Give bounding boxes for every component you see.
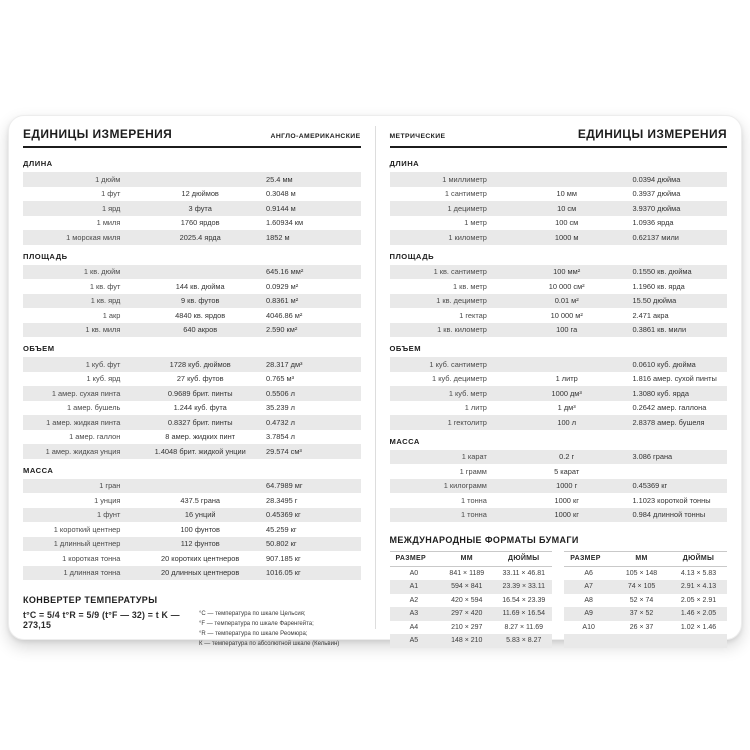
paper-table-header-row: [564, 551, 727, 567]
table-cell: 1 куб. фут: [85, 359, 121, 369]
paper-column-header: ДЮЙМЫ: [682, 555, 715, 563]
table-cell: 2.590 км²: [266, 325, 298, 335]
table-cell: 1 морская миля: [66, 232, 121, 242]
table-cell: 0.3048 м: [266, 189, 296, 199]
table-cell: 0.0929 м²: [266, 281, 299, 291]
table-cell: 1.46 × 2.05: [680, 610, 717, 618]
table-row: [390, 265, 728, 280]
table-row: [390, 580, 553, 594]
table-cell: 1.244 куб. фута: [173, 403, 227, 413]
table-cell: 0.9689 брит. пинты: [167, 388, 233, 398]
paper-column-header: ДЮЙМЫ: [508, 555, 540, 563]
table-cell: 20 коротких центнеров: [161, 553, 240, 563]
table-cell: 1 амер. жидкая пинта: [46, 417, 121, 427]
table-cell: 100 мм²: [553, 267, 581, 277]
table-cell: 1.816 амер. сухой пинты: [632, 374, 717, 384]
temperature-notes: [199, 610, 360, 650]
table-cell: 1 тонна: [461, 495, 487, 505]
table-cell: A0: [409, 569, 419, 577]
table-cell: 144 кв. дюйма: [175, 281, 225, 291]
table-cell: 52 × 74: [629, 596, 654, 604]
table-row: [23, 386, 361, 401]
table-cell: 1.0936 ярда: [632, 218, 674, 228]
table-row: [23, 230, 361, 245]
table-cell: 1000 кг: [554, 510, 579, 520]
left-page-header: [23, 127, 361, 148]
table-cell: 15.50 дюйма: [632, 296, 677, 306]
table-row: [23, 551, 361, 566]
table-cell: 27 куб. футов: [176, 374, 224, 384]
unit-table: [23, 172, 361, 245]
section-title: ПЛОЩАДЬ: [389, 251, 435, 261]
table-cell: 148 × 210: [451, 637, 483, 645]
table-cell: 1 кв. сантиметр: [433, 267, 487, 277]
table-cell: 74 × 105: [627, 583, 656, 591]
table-cell: 0.01 м²: [554, 296, 579, 306]
temperature-converter: [23, 587, 361, 650]
table-row: [23, 279, 361, 294]
paper-formats: [390, 529, 728, 648]
paper-formats-table-left: [390, 551, 553, 648]
table-row: [390, 567, 553, 581]
table-cell: 1 кв. дециметр: [436, 296, 487, 306]
table-cell: 100 га: [556, 325, 578, 335]
table-cell: 1 куб. сантиметр: [429, 359, 487, 369]
table-cell: 112 фунтов: [180, 539, 220, 549]
right-page: [376, 116, 742, 645]
table-cell: 33.11 × 46.81: [502, 569, 545, 577]
unit-table: [390, 357, 728, 430]
table-row: [390, 607, 553, 621]
table-row: [390, 479, 728, 494]
table-cell: 0.45369 кг: [266, 510, 301, 520]
table-cell: 28.317 дм³: [266, 359, 303, 369]
table-cell: 45.259 кг: [266, 524, 297, 534]
table-cell: 1.4048 брит. жидкой унции: [154, 446, 246, 456]
table-cell: 1 куб. ярд: [86, 374, 121, 384]
table-cell: 1 кв. миля: [85, 325, 121, 335]
table-cell: 4046.86 м²: [266, 310, 303, 320]
table-cell: 0.45369 кг: [632, 481, 668, 491]
table-row: [23, 216, 361, 231]
table-row: [23, 566, 361, 581]
table-cell: 1.1023 короткой тонны: [632, 495, 711, 505]
table-cell: 3.086 грана: [632, 452, 673, 462]
unit-table: [23, 265, 361, 338]
table-row: [390, 201, 728, 216]
temperature-converter-title: КОНВЕРТЕР ТЕМПЕРАТУРЫ: [23, 595, 158, 605]
table-row: [390, 372, 728, 387]
table-cell: 5 карат: [554, 466, 580, 476]
table-row: [23, 415, 361, 430]
table-cell: 1 метр: [464, 218, 487, 228]
table-row: [390, 172, 728, 187]
table-row: [23, 172, 361, 187]
table-cell: 1 кв. метр: [453, 281, 487, 291]
table-cell: 28.3495 г: [266, 495, 298, 505]
table-cell: 1 короткий центнер: [53, 524, 121, 534]
table-row: [23, 493, 361, 508]
table-cell: 297 × 420: [451, 610, 483, 618]
table-cell: A2: [409, 596, 419, 604]
paper-formats-table-right: [564, 551, 727, 648]
section-title: ОБЪЕМ: [23, 344, 55, 353]
table-row: [23, 187, 361, 202]
table-row: [390, 450, 728, 465]
table-row: [390, 401, 728, 416]
table-cell: 105 × 148: [625, 569, 658, 577]
table-cell: 1 грамм: [459, 466, 487, 476]
unit-section: [23, 159, 361, 245]
table-row: [564, 607, 727, 621]
table-row: [23, 372, 361, 387]
table-cell: 100 см: [555, 218, 579, 228]
table-cell: A4: [409, 623, 419, 631]
reference-card: [8, 115, 742, 647]
table-row: [23, 357, 361, 372]
table-cell: 1.3080 куб. ярда: [632, 388, 689, 398]
table-cell: 1 кв. ярд: [90, 296, 121, 306]
unit-section: [390, 344, 728, 430]
table-cell: 1.1960 кв. ярда: [632, 281, 685, 291]
table-cell: A8: [584, 596, 593, 604]
table-cell: 1 карат: [461, 452, 487, 462]
table-row: [390, 621, 553, 635]
table-cell: 1000 дм³: [551, 388, 582, 398]
unit-section: [390, 437, 728, 523]
table-cell: A1: [409, 583, 419, 591]
unit-section: [390, 252, 728, 338]
table-cell: 35.239 л: [266, 403, 295, 413]
table-cell: 0.984 длинной тонны: [632, 510, 706, 520]
table-cell: 1 кв. дюйм: [83, 267, 121, 277]
table-cell: 1000 кг: [554, 495, 579, 505]
table-cell: 1.60934 км: [266, 218, 304, 228]
table-cell: 2.8378 амер. бушеля: [632, 417, 705, 427]
table-cell: 64.7989 мг: [266, 481, 303, 491]
table-cell: 0.9144 м: [266, 203, 296, 213]
table-cell: 26 × 37: [629, 623, 654, 631]
section-title: ДЛИНА: [23, 159, 53, 168]
table-cell: 4840 кв. ярдов: [175, 310, 226, 320]
table-cell: 1 короткая тонна: [62, 553, 121, 563]
table-cell: 5.83 × 8.27: [506, 637, 542, 645]
table-row: [23, 201, 361, 216]
paper-formats-tables: [390, 551, 728, 648]
temperature-note: °F — температура по шкале Фаренгейта;: [199, 620, 314, 627]
table-cell: 1 километр: [448, 232, 487, 242]
table-row: [23, 265, 361, 280]
table-cell: 9 кв. футов: [180, 296, 220, 306]
table-row: [390, 493, 728, 508]
section-title: МАССА: [23, 465, 54, 475]
table-cell: 16.54 × 23.39: [502, 596, 546, 604]
table-cell: 1 миллиметр: [442, 174, 487, 184]
unit-section: [23, 344, 361, 459]
table-cell: A9: [584, 610, 593, 618]
table-cell: 12 дюймов: [181, 189, 219, 199]
table-row: [390, 308, 728, 323]
temperature-note: К — температура по абсолютной шкале (Кельвин): [199, 640, 340, 647]
table-cell: 1 гектар: [459, 310, 487, 320]
table-cell: 1 акр: [102, 310, 121, 320]
table-cell: 50.802 кг: [266, 539, 297, 549]
paper-column-header: РАЗМЕР: [570, 555, 601, 563]
table-cell: 1 гектолитр: [447, 417, 487, 427]
table-cell: A10: [582, 623, 595, 631]
table-row: [390, 386, 728, 401]
table-row: [390, 279, 728, 294]
table-cell: 1016.05 кг: [266, 568, 301, 578]
table-cell: 10 000 см²: [548, 281, 585, 291]
right-page-header: [390, 127, 728, 148]
table-cell: 1 кв. фут: [89, 281, 121, 291]
table-cell: 3.9370 дюйма: [632, 203, 681, 213]
table-cell: 0.1550 кв. дюйма: [632, 267, 692, 277]
table-cell: 1 длинная тонна: [63, 568, 121, 578]
temperature-converter-body: [23, 610, 361, 650]
section-title: ПЛОЩАДЬ: [23, 251, 68, 261]
table-row: [390, 294, 728, 309]
table-cell: 0.2 г: [559, 452, 575, 462]
table-cell: 1 ярд: [101, 203, 121, 213]
table-row: [390, 187, 728, 202]
left-page-title: ЕДИНИЦЫ ИЗМЕРЕНИЯ: [23, 127, 173, 141]
table-cell: 1 тонна: [461, 510, 487, 520]
table-cell: 8 амер. жидких пинт: [165, 432, 236, 442]
table-cell: 2.471 акра: [632, 310, 669, 320]
table-cell: 1000 г: [556, 481, 578, 491]
table-cell: 1.02 × 1.46: [680, 623, 717, 631]
table-cell: 1852 м: [266, 232, 290, 242]
table-cell: 1 фунт: [97, 510, 121, 520]
table-cell: 8.27 × 11.69: [504, 623, 544, 631]
table-row: [23, 308, 361, 323]
table-row: [23, 479, 361, 494]
section-title: ДЛИНА: [389, 159, 420, 168]
table-cell: 20 длинных центнеров: [161, 568, 240, 578]
table-cell: 29.574 см³: [266, 446, 302, 456]
table-cell: 1 гран: [99, 481, 121, 491]
table-row: [390, 216, 728, 231]
table-row: [390, 508, 728, 523]
table-cell: 1 амер. галлон: [69, 432, 121, 442]
left-page: [9, 116, 375, 647]
table-cell: 594 × 841: [451, 583, 483, 591]
table-cell: 3 фута: [188, 203, 212, 213]
left-page-subtitle: АНГЛО-АМЕРИКАНСКИЕ: [270, 133, 361, 140]
table-cell: 1 куб. метр: [448, 388, 487, 398]
table-cell: 37 × 52: [629, 610, 654, 618]
table-row: [390, 464, 728, 479]
unit-table: [23, 479, 361, 581]
table-cell: 100 фунтов: [180, 524, 220, 534]
table-cell: 1 сантиметр: [444, 189, 487, 199]
table-row: [390, 634, 553, 648]
table-cell: 0.0610 куб. дюйма: [632, 359, 696, 369]
left-unit-sections: [23, 154, 361, 587]
temperature-note: °R — температура по шкале Реомюра;: [199, 630, 308, 637]
table-cell: 0.8361 м²: [266, 296, 299, 306]
table-cell: 25.4 мм: [266, 174, 293, 184]
table-row: [390, 415, 728, 430]
table-cell: 3.7854 л: [266, 432, 295, 442]
table-cell: 1 дм³: [557, 403, 576, 413]
right-page-title: ЕДИНИЦЫ ИЗМЕРЕНИЯ: [577, 127, 727, 141]
unit-table: [23, 357, 361, 459]
table-cell: 1 дециметр: [447, 203, 487, 213]
table-row: [23, 430, 361, 445]
paper-column-header: РАЗМЕР: [395, 555, 426, 563]
table-cell: 2025.4 ярда: [179, 232, 221, 242]
temperature-formula: t°C = 5/4 t°R = 5/9 (t°F — 32) = t K — 273,15: [23, 610, 180, 630]
table-row: [390, 357, 728, 372]
table-row: [564, 621, 727, 635]
paper-formats-title: МЕЖДУНАРОДНЫЕ ФОРМАТЫ БУМАГИ: [389, 535, 579, 545]
right-page-subtitle: МЕТРИЧЕСКИЕ: [389, 133, 446, 140]
table-cell: 907.185 кг: [266, 553, 301, 563]
table-cell: 1 кв. километр: [437, 325, 487, 335]
table-row: [23, 508, 361, 523]
table-cell: 1 длинный центнер: [53, 539, 121, 549]
temperature-note: °C — температура по шкале Цельсия;: [199, 611, 306, 617]
table-cell: 0.8327 брит. пинты: [167, 417, 233, 427]
table-row: [390, 323, 728, 338]
table-cell: 100 л: [557, 417, 577, 427]
table-cell: A3: [409, 610, 419, 618]
section-title: МАССА: [389, 436, 420, 446]
table-cell: 841 × 1189: [449, 569, 485, 577]
table-row: [390, 594, 553, 608]
table-row: [564, 567, 727, 581]
table-cell: 1 амер. бушель: [66, 403, 121, 413]
table-row: [564, 634, 727, 648]
paper-column-header: ММ: [460, 555, 473, 563]
table-row: [23, 444, 361, 459]
table-cell: 1 миля: [96, 218, 121, 228]
table-cell: 420 × 594: [451, 596, 483, 604]
table-cell: 645.16 мм²: [266, 267, 304, 277]
paper-column-header: ММ: [635, 555, 648, 563]
table-row: [23, 537, 361, 552]
table-row: [23, 294, 361, 309]
table-row: [390, 230, 728, 245]
table-cell: 0.765 м³: [266, 374, 295, 384]
table-cell: 0.2642 амер. галлона: [632, 403, 707, 413]
table-cell: 0.0394 дюйма: [632, 174, 681, 184]
table-row: [564, 594, 727, 608]
table-cell: 0.5506 л: [266, 388, 295, 398]
table-cell: A7: [584, 583, 593, 591]
table-row: [23, 401, 361, 416]
table-cell: 1 килограмм: [443, 481, 487, 491]
table-cell: 11.69 × 16.54: [502, 610, 545, 618]
table-cell: 437.5 грана: [180, 495, 221, 505]
table-cell: 1 литр: [555, 374, 578, 384]
table-cell: A6: [584, 569, 593, 577]
table-cell: A5: [409, 637, 419, 645]
unit-table: [390, 450, 728, 523]
section-title: ОБЪЕМ: [389, 344, 422, 353]
table-cell: 1760 ярдов: [180, 218, 220, 228]
table-cell: 210 × 297: [451, 623, 483, 631]
table-cell: 1 литр: [464, 403, 487, 413]
unit-section: [390, 159, 728, 245]
table-cell: 23.39 × 33.11: [502, 583, 545, 591]
table-cell: 0.3937 дюйма: [632, 189, 681, 199]
paper-table-header-row: [390, 551, 553, 567]
table-cell: 1 унция: [94, 495, 121, 505]
table-row: [23, 323, 361, 338]
table-cell: 10 мм: [556, 189, 577, 199]
table-cell: 1728 куб. дюймов: [169, 359, 231, 369]
table-cell: 2.91 × 4.13: [680, 583, 717, 591]
unit-table: [390, 265, 728, 338]
table-cell: 640 акров: [183, 325, 218, 335]
unit-table: [390, 172, 728, 245]
table-cell: 10 000 м²: [550, 310, 583, 320]
table-cell: 1 фут: [101, 189, 121, 199]
table-row: [23, 522, 361, 537]
table-cell: 1000 м: [554, 232, 579, 242]
table-row: [564, 580, 727, 594]
table-cell: 10 см: [557, 203, 577, 213]
table-cell: 16 унций: [184, 510, 216, 520]
table-cell: 1 амер. сухая пинта: [51, 388, 121, 398]
unit-section: [23, 466, 361, 581]
unit-section: [23, 252, 361, 338]
table-cell: 2.05 × 2.91: [680, 596, 717, 604]
table-cell: 0.62137 мили: [632, 232, 679, 242]
table-cell: 1 амер. жидкая унция: [45, 446, 121, 456]
table-cell: 4.13 × 5.83: [680, 569, 717, 577]
right-unit-sections: [390, 154, 728, 529]
table-cell: 1 куб. дециметр: [432, 374, 487, 384]
table-cell: 0.3861 кв. мили: [632, 325, 687, 335]
table-cell: 0.4732 л: [266, 417, 295, 427]
table-cell: 1 дюйм: [95, 174, 121, 184]
